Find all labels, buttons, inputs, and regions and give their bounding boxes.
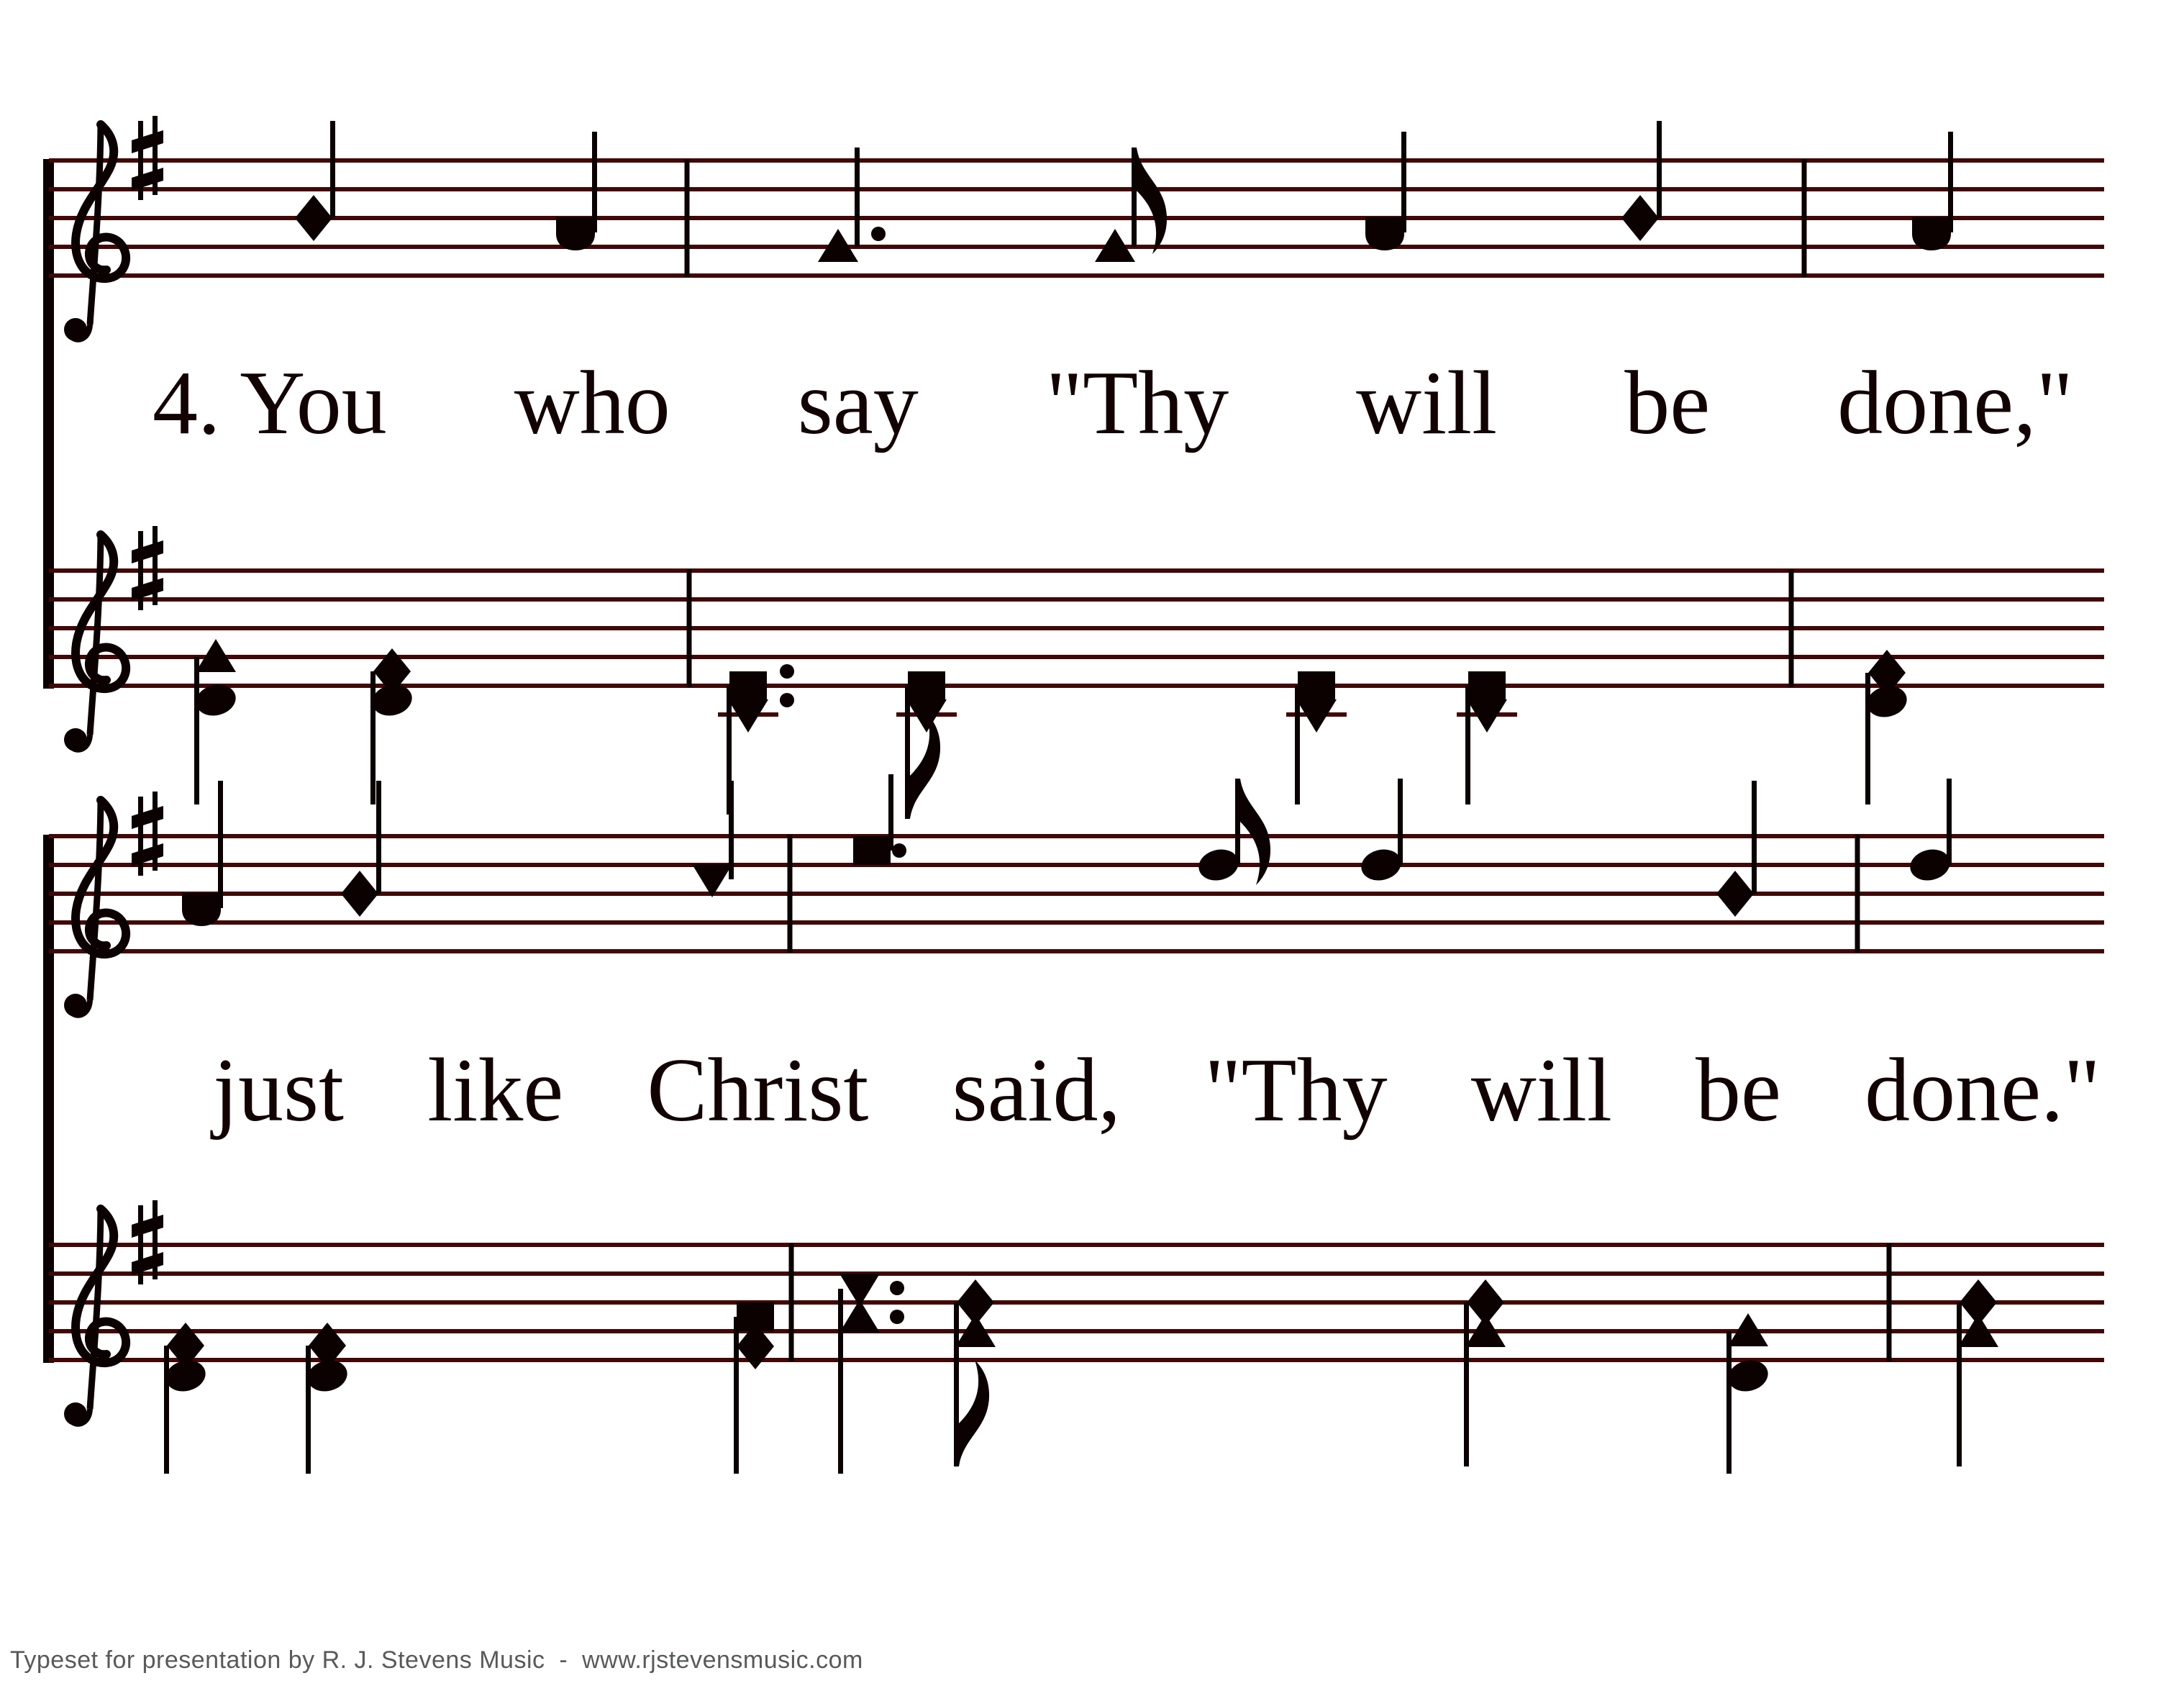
lyric-word: 4. You — [153, 353, 387, 453]
staff-line — [49, 158, 2104, 163]
note — [193, 639, 239, 804]
treble-clef-icon — [64, 535, 126, 751]
staff-line — [49, 216, 2104, 220]
note — [182, 781, 223, 926]
lyric-word: Christ — [647, 1041, 869, 1141]
note — [853, 774, 906, 865]
note — [1864, 650, 1910, 804]
lyric-word: be — [1696, 1041, 1781, 1141]
stem — [1947, 779, 1952, 865]
stem — [1752, 781, 1757, 894]
stem — [1657, 121, 1662, 218]
staff-line — [49, 834, 2104, 838]
barline — [1887, 1243, 1892, 1361]
notehead-cup — [1912, 217, 1951, 250]
note — [1457, 671, 1517, 804]
lyric-line-2 — [213, 1041, 2101, 1141]
barline — [789, 1243, 794, 1361]
stem — [1465, 686, 1470, 804]
staff-line — [49, 597, 2104, 602]
stem — [306, 1346, 311, 1474]
lyric-word: "Thy — [1204, 1041, 1388, 1141]
staff-line — [49, 568, 2104, 573]
note — [734, 1302, 774, 1474]
stem — [855, 148, 860, 247]
lyric-word: done." — [1865, 1041, 2101, 1141]
stem — [1865, 673, 1870, 804]
notehead-square — [1298, 671, 1335, 700]
stem — [592, 132, 597, 232]
notehead-oval — [1358, 846, 1404, 884]
eighth-flag-icon — [1240, 779, 1270, 885]
stem — [1132, 148, 1137, 247]
note — [304, 1323, 350, 1474]
staff-line — [49, 245, 2104, 249]
stem — [954, 1302, 959, 1466]
note — [1196, 779, 1270, 885]
note — [1957, 1279, 1998, 1466]
lyric-word: "Thy — [1045, 353, 1229, 453]
augmentation-dot — [892, 843, 906, 858]
stem — [1295, 686, 1300, 804]
staff-line — [49, 920, 2104, 925]
staff-line — [49, 655, 2104, 659]
augmentation-dot — [780, 664, 794, 679]
stem — [838, 1289, 843, 1474]
stem — [1235, 779, 1240, 865]
stem — [1464, 1302, 1469, 1466]
notehead-square — [729, 671, 767, 700]
staff-2 — [49, 526, 2104, 819]
notehead-cup — [1365, 217, 1404, 250]
note — [295, 121, 335, 241]
barline — [685, 159, 690, 277]
staff-line — [49, 1271, 2104, 1276]
stem — [194, 657, 199, 804]
system-brace-2 — [43, 835, 54, 1363]
notehead-diamond — [295, 195, 332, 241]
notehead-cup — [182, 893, 221, 926]
lyric-word: will — [1470, 1041, 1612, 1141]
lyric-word: who — [514, 353, 670, 453]
lyric-word: done," — [1837, 353, 2073, 453]
stem — [729, 781, 734, 879]
note — [163, 1323, 209, 1474]
treble-clef-icon — [64, 800, 126, 1017]
staff-line — [49, 1358, 2104, 1362]
staff-line — [49, 273, 2104, 278]
note — [1716, 781, 1757, 917]
note — [1725, 1313, 1771, 1474]
eighth-flag-icon — [959, 1360, 989, 1466]
barline — [788, 835, 793, 953]
system-brace-1 — [43, 159, 54, 689]
stem — [164, 1346, 169, 1474]
notehead-oval — [1196, 846, 1242, 884]
notehead-square — [853, 836, 891, 865]
notehead-oval — [1907, 846, 1953, 884]
staff-line — [49, 949, 2104, 953]
stem — [1726, 1331, 1732, 1474]
stem — [1401, 132, 1406, 232]
augmentation-dot — [890, 1281, 904, 1295]
notehead-square — [1468, 671, 1506, 700]
note — [1907, 779, 1953, 884]
notehead-cup — [556, 217, 595, 250]
treble-clef-icon — [64, 1209, 126, 1425]
note — [369, 648, 415, 804]
augmentation-dot — [780, 693, 794, 707]
stem — [734, 1317, 739, 1474]
barline — [1855, 835, 1860, 953]
stem — [376, 781, 381, 894]
note — [1358, 779, 1404, 884]
notehead-diamond — [1621, 195, 1659, 241]
lyric-word: just — [213, 1041, 345, 1141]
treble-clef-icon — [64, 124, 126, 341]
note — [1621, 121, 1662, 241]
barline — [687, 569, 692, 687]
staff-line — [49, 684, 2104, 688]
stem — [218, 781, 223, 908]
staff-line — [49, 626, 2104, 630]
staff-1 — [49, 116, 2104, 341]
note — [954, 1279, 996, 1466]
staff-line — [49, 1329, 2104, 1333]
lyric-word: say — [797, 353, 919, 453]
stem — [1398, 779, 1403, 865]
staff-line — [49, 863, 2104, 867]
stem — [330, 121, 335, 218]
notehead-square — [908, 671, 945, 700]
augmentation-dot — [890, 1310, 904, 1324]
augmentation-dot — [871, 227, 886, 241]
stem — [888, 774, 893, 851]
lyric-word: like — [427, 1041, 564, 1141]
lyric-word: said, — [952, 1041, 1121, 1141]
staff-line — [49, 1243, 2104, 1247]
barline — [1802, 159, 1807, 277]
lyric-word: be — [1624, 353, 1711, 453]
staff-line — [49, 1300, 2104, 1305]
stem — [1948, 132, 1953, 232]
footer-credit: Typeset for presentation by R. J. Stevens Music - www.rjstevensmusic.com — [10, 1646, 863, 1674]
eighth-flag-icon — [1137, 148, 1167, 254]
note — [1286, 671, 1347, 804]
staff-3 — [49, 774, 2104, 1017]
note — [896, 671, 957, 819]
notehead-diamond — [341, 871, 378, 917]
note — [1464, 1279, 1506, 1466]
notehead-diamond — [1716, 871, 1754, 917]
stem — [905, 686, 910, 819]
stem — [370, 671, 376, 804]
stem — [1957, 1302, 1962, 1466]
staff-4 — [49, 1200, 2104, 1474]
lyric-word: will — [1356, 353, 1498, 453]
staff-line — [49, 187, 2104, 191]
lyric-line-1 — [153, 353, 2073, 453]
barline — [1789, 569, 1794, 687]
